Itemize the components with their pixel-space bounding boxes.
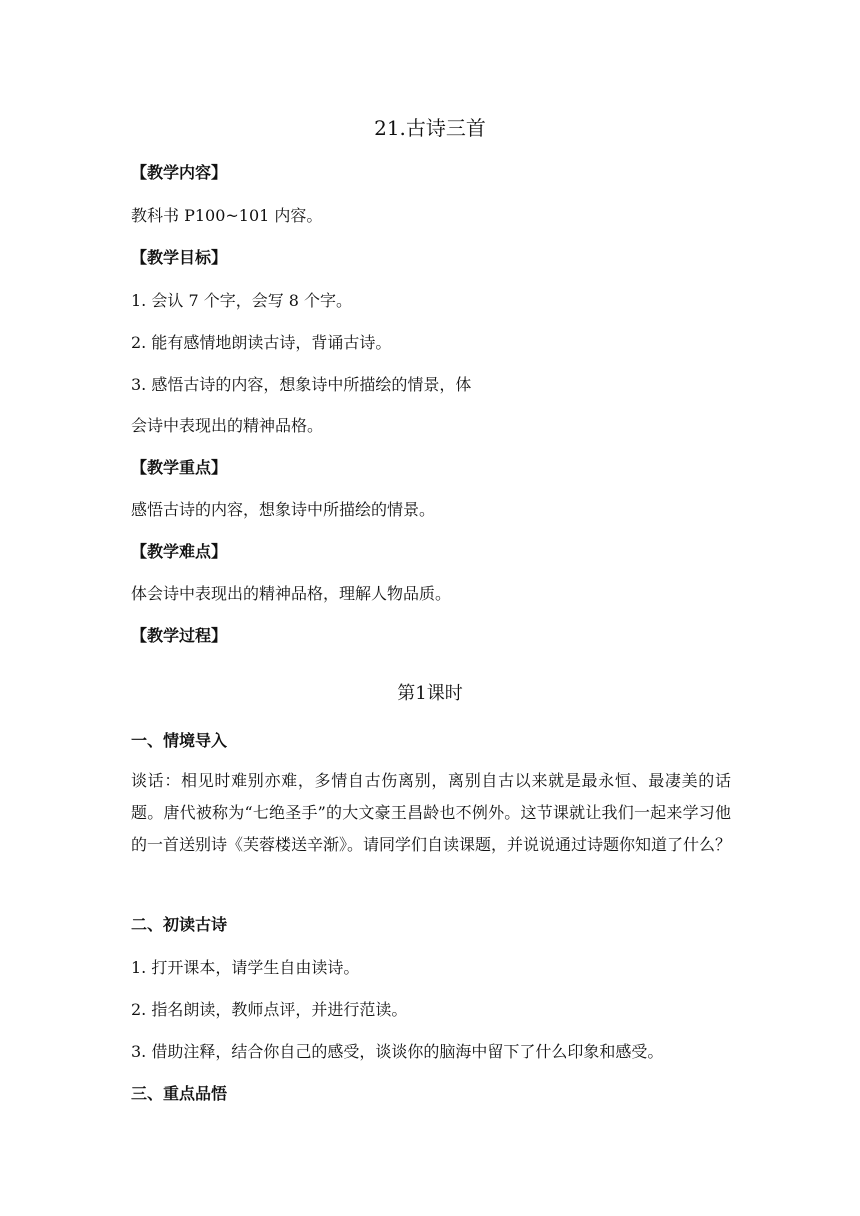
content-text: 教科书 P100~101 内容。	[131, 206, 323, 225]
process-heading: 【教学过程】	[131, 626, 228, 645]
part1-paragraph: 谈话：相见时难别亦难，多情自古伤离别，离别自古以来就是最永恒、最凄美的话题。唐代被称为“七绝圣手”的大文豪王昌龄也不例外。这节课就让我们一起来学习他的一首送别诗《芙蓉楼送辛渐》。请同学们自读课题，并说说通过诗题你知道了什么？	[131, 771, 732, 854]
part3-heading: 三、重点品悟	[131, 1084, 228, 1103]
part2-item-1: 1. 打开课本，请学生自由读诗。	[131, 958, 360, 977]
goal-item-1: 1. 会认 7 个字，会写 8 个字。	[131, 291, 353, 310]
key-text: 感悟古诗的内容，想象诗中所描绘的情景。	[131, 500, 436, 519]
difficulty-heading: 【教学难点】	[131, 542, 228, 561]
part2-heading: 二、初读古诗	[131, 915, 228, 934]
key-heading: 【教学重点】	[131, 458, 228, 477]
content-heading: 【教学内容】	[131, 163, 228, 182]
lesson-title: 第1课时	[397, 683, 463, 704]
part2-item-2: 2. 指名朗读，教师点评，并进行范读。	[131, 1000, 408, 1019]
goal-item-2: 2. 能有感情地朗读古诗，背诵古诗。	[131, 333, 392, 352]
goal-item-3-line1: 3. 感悟古诗的内容，想象诗中所描绘的情景，体	[131, 375, 472, 394]
goals-heading: 【教学目标】	[131, 248, 228, 267]
goal-item-3-line2: 会诗中表现出的精神品格。	[131, 416, 324, 435]
difficulty-text: 体会诗中表现出的精神品格，理解人物品质。	[131, 584, 452, 603]
document-title: 21.古诗三首	[374, 116, 486, 140]
part1-heading: 一、情境导入	[131, 731, 228, 750]
part2-item-3: 3. 借助注释，结合你自己的感受，谈谈你的脑海中留下了什么印象和感受。	[131, 1042, 664, 1061]
